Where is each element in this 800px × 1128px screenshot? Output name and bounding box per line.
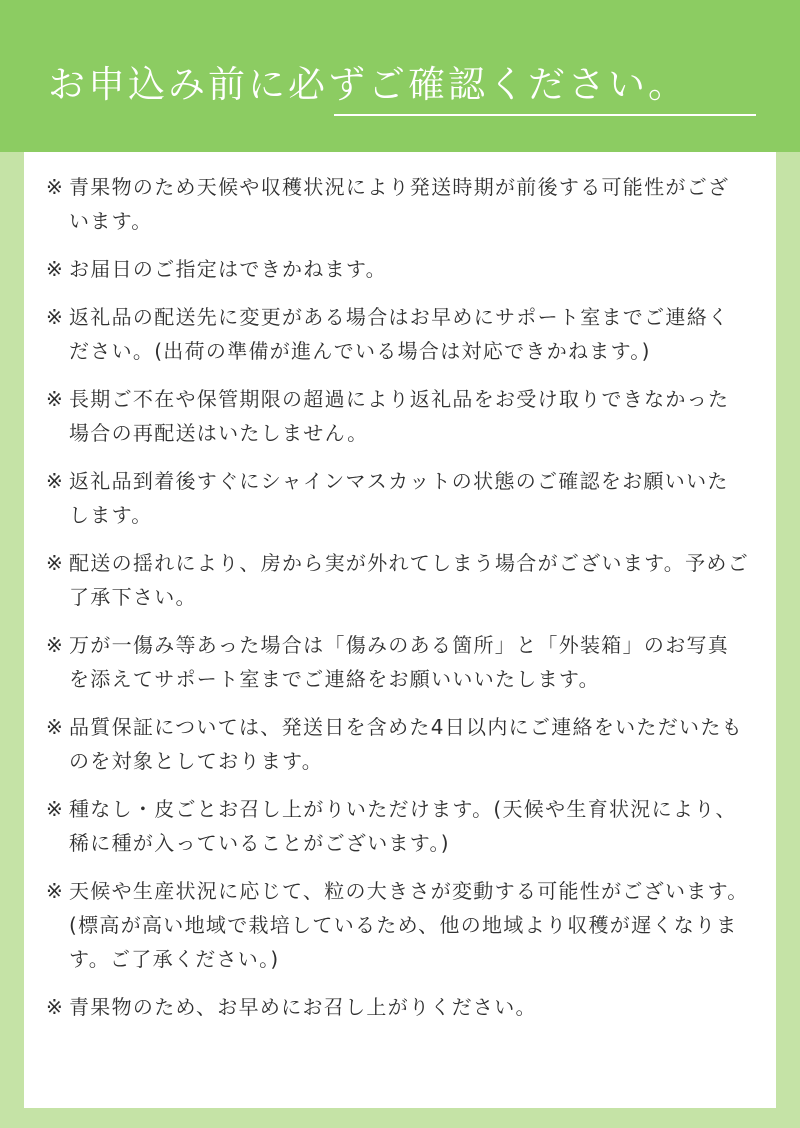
note-text: 青果物のため天候や収穫状況により発送時期が前後する可能性がございます。 <box>69 175 730 233</box>
note-mark: ※ <box>46 995 65 1019</box>
note-text: 天候や生産状況に応じて、粒の大きさが変動する可能性がございます。(標高が高い地域で栽培しているため、他の地域より収穫が遅くなります。ご了承ください。) <box>69 879 749 971</box>
note-mark: ※ <box>46 633 65 657</box>
note-mark: ※ <box>46 257 65 281</box>
note-mark: ※ <box>46 797 65 821</box>
note-mark: ※ <box>46 551 65 575</box>
note-text: お届日のご指定はできかねます。 <box>69 257 387 281</box>
header-banner <box>0 0 800 152</box>
note-text: 万が一傷み等あった場合は「傷みのある箇所」と「外装箱」のお写真を添えてサポート室までご連絡をお願いいいたします。 <box>69 633 730 691</box>
page-title: お申込み前に必ずご確認ください。 <box>48 63 688 106</box>
note-mark: ※ <box>46 879 65 903</box>
note-mark: ※ <box>46 469 65 493</box>
note-item <box>24 382 749 450</box>
note-text: 品質保証については、発送日を含めた4日以内にご連絡をいただいたものを対象としております。 <box>69 715 743 773</box>
note-text: 返礼品到着後すぐにシャインマスカットの状態のご確認をお願いいたします。 <box>69 469 729 527</box>
note-item <box>24 710 749 778</box>
notes-list <box>24 152 776 1024</box>
note-item <box>24 300 749 368</box>
note-item <box>24 170 749 238</box>
note-mark: ※ <box>46 305 65 329</box>
note-item <box>24 628 749 696</box>
note-mark: ※ <box>46 715 65 739</box>
note-item <box>24 252 749 286</box>
title-underline <box>334 114 756 116</box>
note-item <box>24 990 749 1024</box>
note-mark: ※ <box>46 387 65 411</box>
note-text: 種なし・皮ごとお召し上がりいただけます。(天候や生育状況により、稀に種が入っていることがございます。) <box>69 797 737 855</box>
note-text: 配送の揺れにより、房から実が外れてしまう場合がございます。予めご了承下さい。 <box>69 551 749 609</box>
note-item <box>24 464 749 532</box>
note-item <box>24 792 749 860</box>
notes-panel <box>24 152 776 1108</box>
note-item <box>24 874 749 976</box>
note-text: 青果物のため、お早めにお召し上がりください。 <box>69 995 537 1019</box>
note-item <box>24 546 749 614</box>
note-mark: ※ <box>46 175 65 199</box>
note-text: 長期ご不在や保管期限の超過により返礼品をお受け取りできなかった場合の再配送はいたしません。 <box>69 387 730 445</box>
note-text: 返礼品の配送先に変更がある場合はお早めにサポート室までご連絡ください。(出荷の準備が進んでいる場合は対応できかねます。) <box>69 305 730 363</box>
